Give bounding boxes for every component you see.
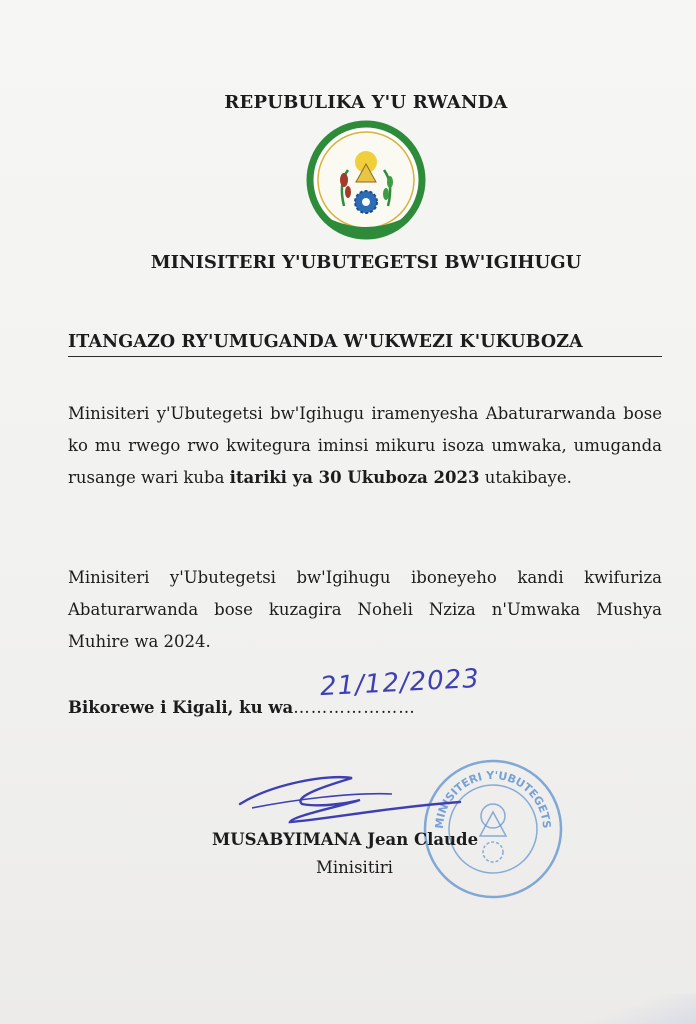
date-dots: ………………… — [293, 698, 416, 717]
signatory-title: Minisitiri — [316, 858, 393, 877]
handwritten-signature — [232, 764, 462, 834]
place-date-line — [68, 698, 416, 717]
notice-paragraph-2: Minisiteri y'Ubutegetsi bw'Igihugu iboneyeho kandi kwifuriza Abaturarwanda bose kuzagira Noheli Nziza n'Umwaka Mushya Muhire wa 2024. — [68, 568, 662, 651]
signature-icon — [232, 764, 462, 834]
page-corner-shadow — [586, 994, 696, 1024]
signatory-name: MUSABYIMANA Jean Claude — [212, 830, 479, 849]
paragraph-1-date: itariki ya 30 Ukuboza 2023 — [229, 468, 480, 487]
notice-heading: ITANGAZO RY'UMUGANDA W'UKWEZI K'UKUBOZA — [68, 332, 662, 357]
republic-title: REPUBULIKA Y'U RWANDA — [224, 92, 508, 113]
coat-of-arms-seal — [306, 120, 426, 244]
handwritten-date: 21/12/2023 — [319, 663, 481, 703]
coat-of-arms-icon — [306, 120, 426, 244]
paragraph-1-end: utakibaye. — [479, 468, 572, 487]
ministry-title: MINISITERI Y'UBUTEGETSI BW'IGIHUGU — [150, 252, 582, 273]
place-text: Bikorewe i Kigali, ku wa — [68, 698, 294, 717]
notice-paragraph-1 — [68, 398, 662, 494]
stamp-text: MINISITERI Y'UBUTEGETS — [432, 768, 554, 830]
paragraph-1-text: Minisiteri y'Ubutegetsi bw'Igihugu iramenyesha Abaturarwanda bose ko mu rwego rwo kwitegura iminsi mikuru isoza umwaka, umuganda rusange wari kuba — [68, 404, 662, 487]
